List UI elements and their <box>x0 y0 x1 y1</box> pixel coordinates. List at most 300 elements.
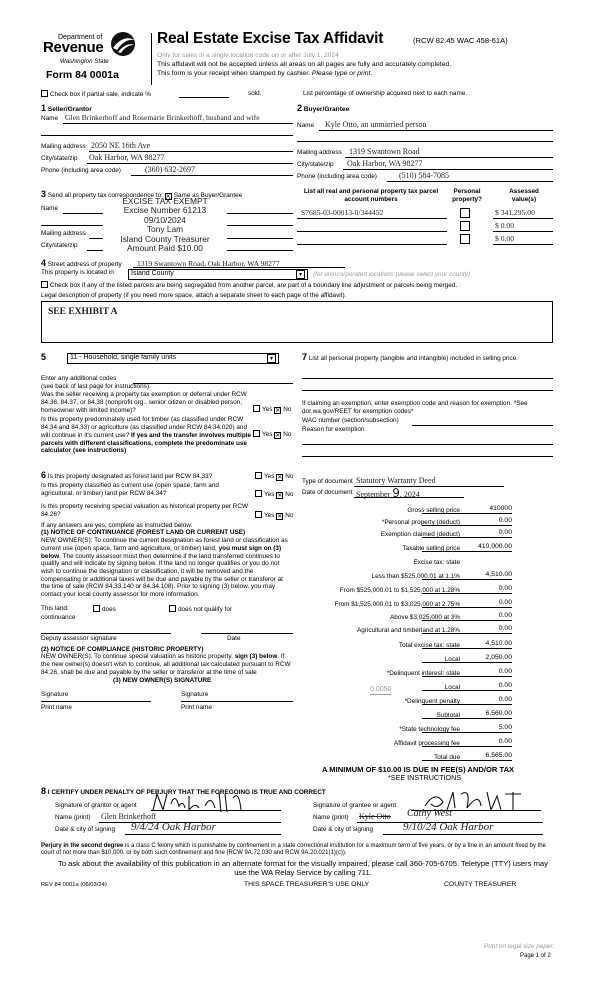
forest-q3-yes: Yes <box>264 512 275 520</box>
chevron-down-icon[interactable]: ▼ <box>296 270 305 279</box>
calc-label: *Delinquent interest: state <box>386 670 460 677</box>
grantor-date-row <box>55 821 281 834</box>
buyer-phone-label: Phone (including area code) <box>297 173 377 180</box>
exempt-stamp <box>103 197 227 253</box>
calc-value[interactable]: 0.00 <box>498 625 512 632</box>
notice2-title: (2) NOTICE OF COMPLIANCE (HISTORIC PROPERTY) <box>41 645 204 653</box>
personal-property-section <box>302 352 553 500</box>
parcel-number-line <box>297 218 447 219</box>
land-use-select[interactable] <box>67 353 279 364</box>
owner-print-label: Print name <box>41 704 72 712</box>
parcel-row <box>297 221 553 233</box>
forest-q1-no-checkbox[interactable] <box>276 474 283 481</box>
forest-q2-no: No <box>285 491 294 498</box>
parcel-number-line <box>297 244 447 245</box>
calc-row <box>302 519 552 529</box>
send-tax-text: Send all property tax correspondence to: <box>47 192 163 199</box>
seller-mailing-label: Mailing address <box>41 143 86 150</box>
legal-label: Legal description of property (if you need more space, attach a separate sheet to each page of the affidavit). <box>41 291 347 299</box>
buyer-city-label: City/state/zip <box>297 161 334 168</box>
certify-text: I CERTIFY UNDER PENALTY OF PERJURY THAT THE FOREGOING IS TRUE AND CORRECT <box>47 789 326 796</box>
legal-description-value: SEE EXHIBIT A <box>48 307 118 318</box>
buyer-phone-value[interactable]: (510) 584-7085 <box>399 171 449 180</box>
seller-name-label: Name <box>41 115 59 122</box>
send-tax-city-label: City/state/zip <box>41 242 78 249</box>
segregated-checkbox[interactable] <box>41 281 48 288</box>
calc-row <box>302 670 552 680</box>
personal-property-checkbox[interactable] <box>460 208 470 218</box>
calc-label: Exemption claimed (deduct) <box>380 531 460 538</box>
grantee-name-value[interactable]: Kyle Otto <box>359 812 391 821</box>
forest-q3: Is this property receiving special valuation as historical property per RCW 84.26? <box>41 503 249 519</box>
this-land-row <box>41 605 293 623</box>
send-tax-name-label: Name <box>41 205 59 212</box>
addl-codes-label: Enter any additional codes <box>41 375 117 382</box>
wac-label: WAC number (section/subsection) <box>302 417 399 424</box>
dor-logo <box>40 30 148 86</box>
seller-section <box>41 103 293 174</box>
forest-q3-yn <box>255 511 293 520</box>
addl-codes-line <box>133 383 293 384</box>
send-tax-line2-r <box>227 225 293 226</box>
calc-label: Total due <box>434 754 460 761</box>
timber-yn <box>253 430 291 439</box>
land-use-select-value: 11 - Household, single family units <box>70 354 177 362</box>
calc-label: Above $3,025,000 at 3% <box>390 614 460 621</box>
partial-sale-text: Check box if partial sale, indicate % <box>50 91 151 98</box>
county-select[interactable] <box>128 269 308 280</box>
deputy-date-label: Date <box>227 634 241 642</box>
parcel-number[interactable]: S7685-03-00013-0/344452 <box>301 208 384 217</box>
forest-q1-yes-checkbox[interactable] <box>255 472 262 479</box>
doc-type-row <box>302 478 553 486</box>
grantor-date-value[interactable]: 9/4/24 Oak Harbor <box>131 821 216 833</box>
calc-value[interactable]: 6,560.00 <box>485 710 512 717</box>
assessed-value-line <box>493 231 553 232</box>
buyer-phone-line <box>387 181 553 182</box>
does-checkbox[interactable] <box>93 605 100 612</box>
grantor-name-value[interactable]: Glen Brinkerhoff <box>101 812 157 821</box>
forest-q2: Is this property classified as current use (open space, farm and agricultural, or timber) land per RCW 84.34? <box>41 482 219 497</box>
calc-label: Affidavit processing fee <box>394 740 460 747</box>
buyer-heading-text: Buyer/Grantee <box>303 106 350 113</box>
forest-q1-yes: Yes <box>264 473 275 480</box>
assessed-value[interactable]: $ 341,295.00 <box>495 208 535 217</box>
send-tax-mailing-label: Mailing address <box>41 230 86 237</box>
addl-codes-row <box>41 375 293 383</box>
segregated-row <box>41 281 553 290</box>
buyer-city-row <box>297 161 553 169</box>
assessed-value-line <box>493 218 553 219</box>
stamp-line-5: Island County Treasurer <box>120 233 210 244</box>
calc-value[interactable]: 0.00 <box>498 612 512 619</box>
grantee-name-label: Name (print) <box>313 814 349 821</box>
send-tax-line2 <box>41 225 103 226</box>
addl-codes-note: (see back of last page for instructions) <box>41 382 149 390</box>
seller-extra-line <box>41 135 293 136</box>
forest-q3-row <box>41 503 293 518</box>
send-tax-mailing-line <box>89 238 103 239</box>
send-tax-city-line <box>87 250 103 251</box>
assessed-value-line <box>493 244 553 245</box>
dept-line2: Revenue <box>43 39 104 56</box>
street-section <box>41 258 553 343</box>
does-not-checkbox[interactable] <box>169 605 176 612</box>
sec7-line-2 <box>302 390 553 391</box>
notice1-text <box>41 537 291 599</box>
send-tax-name-line <box>63 213 103 214</box>
dept-line1: Department of <box>58 34 103 41</box>
calc-value[interactable]: 0.00 <box>498 682 512 689</box>
buyer-mailing-row <box>297 149 553 157</box>
street-num: 4 <box>41 258 47 268</box>
calc-label: Subtotal <box>436 712 460 719</box>
buyer-heading <box>297 103 553 114</box>
forest-q1: Is this property designated as forest land per RCW 84.33? <box>47 473 213 480</box>
owner-sig-line <box>41 701 151 702</box>
doc-date-year: , 2024 <box>399 490 420 499</box>
calc-value[interactable]: 5.00 <box>498 724 512 731</box>
notice-2: This affidavit will not be accepted unless all areas on all pages are fully and accurately completed. <box>157 61 452 68</box>
seller-city-label: City/state/zip <box>41 155 78 162</box>
stamp-line-2: Excise Number 61213 <box>123 205 207 216</box>
assessed-value[interactable]: $ 0.00 <box>495 234 514 243</box>
calc-row <box>302 507 552 517</box>
street-value[interactable]: 1319 Swantown Road, Oak Harbor, WA 98277 <box>137 259 280 268</box>
seller-name-row <box>41 115 293 123</box>
stamp-line-1: EXCISE TAX EXEMPT <box>122 196 208 206</box>
notice2-text <box>41 653 291 676</box>
seller-phone-row <box>41 167 293 175</box>
calc-value[interactable]: 0.00 <box>498 585 512 592</box>
calc-row <box>302 642 552 652</box>
reason-label: Reason for exemption <box>302 426 365 433</box>
grantee-date-row <box>313 821 543 834</box>
seller-city-line <box>87 163 293 164</box>
buyer-mailing-label: Mailing address <box>297 149 342 156</box>
street-row <box>41 258 553 268</box>
header-divider <box>151 33 152 85</box>
legal-description-box[interactable] <box>41 301 553 343</box>
notice2-text-a: NEW OWNER(S): To continue special valuation as historic property, <box>41 653 235 661</box>
seller-name-line <box>63 123 293 124</box>
calc-label: From $1,525,000.01 to $3,025,000 at 2.75% <box>334 601 460 608</box>
buyer-city-line <box>343 169 553 170</box>
calc-label: *Delinquent penalty <box>404 698 460 705</box>
located-row <box>41 269 553 280</box>
grantee-sig-label: Signature of grantee or agent <box>313 802 397 809</box>
seller-phone-line <box>131 175 293 176</box>
calc-value[interactable]: 6,565.00 <box>485 752 512 759</box>
minimum-due: A MINIMUM OF $10.00 IS DUE IN FEE(S) AND/OR TAX <box>322 765 515 774</box>
owner-sig-label-2: Signature <box>181 691 209 699</box>
timber-q-row <box>41 416 293 454</box>
owner-sig-line-2 <box>181 701 293 702</box>
perjury-notice <box>41 843 555 857</box>
wac-line <box>412 425 553 426</box>
exemption-q-row <box>41 391 293 414</box>
seller-mailing-line <box>89 151 293 152</box>
calc-value[interactable]: 2,050.00 <box>485 654 512 661</box>
timber-question <box>41 416 253 454</box>
calc-value[interactable]: 0.00 <box>498 696 512 703</box>
calc-value[interactable]: 410,000.00 <box>477 543 512 550</box>
calc-label: Less than $525,000.01 at 1.1% <box>371 573 460 580</box>
calc-label: Local <box>444 656 460 663</box>
reason-line-1 <box>302 444 553 445</box>
sec7-text: List all personal property (tangible and intangible) included in selling price. <box>308 355 519 362</box>
this-land-label: This land: <box>41 604 69 612</box>
calc-row <box>302 559 552 569</box>
doc-type-value[interactable]: Statutory Warranty Deed <box>356 476 436 485</box>
does-label: does <box>102 605 116 613</box>
stamp-line-3: 09/10/2024 <box>144 214 186 225</box>
calc-value[interactable]: 4,510.00 <box>485 571 512 578</box>
personal-property-checkbox[interactable] <box>460 234 470 244</box>
personal-property-checkbox[interactable] <box>460 221 470 231</box>
calc-value[interactable]: 410000 <box>489 505 512 512</box>
timber-yes-label: Yes <box>262 431 273 439</box>
forest-q2-no-checkbox[interactable] <box>276 492 283 499</box>
sec7-num: 7 <box>302 352 308 362</box>
stamp-line-4: Tony Lam <box>146 224 184 235</box>
doc-date-day: 9 <box>392 486 400 500</box>
forest-q2-yes: Yes <box>264 491 275 498</box>
partial-pct-line <box>179 97 229 98</box>
notice-1: Only for sales in a single location code on or after July 1, 2024 <box>157 52 339 59</box>
segregated-text: Check box if any of the listed parcels are being segregated from another parcel, are part of a boundary line adjustment or parcels being merged. <box>50 282 458 289</box>
notice-3a: This form is your receipt when stamped by cashier. <box>157 70 312 77</box>
reason-line-2 <box>302 456 553 457</box>
seller-phone-value[interactable]: (360) 632-2697 <box>145 165 195 174</box>
partial-sale-row <box>41 90 301 99</box>
buyer-city-value[interactable]: Oak Harbor, WA 98277 <box>347 159 423 168</box>
grantor-signature-icon <box>149 788 269 814</box>
buyer-extra-line <box>297 141 553 142</box>
calc-row <box>302 684 552 694</box>
calc-value[interactable]: 0.00 <box>498 668 512 675</box>
dor-swoosh-icon <box>108 30 138 58</box>
calc-value[interactable]: 0.00 <box>498 599 512 606</box>
calc-label: From $525,000.01 to $1,525,000 at 1.28% <box>339 587 460 594</box>
calc-row <box>302 754 552 764</box>
page-number: Page 1 of 2 <box>520 953 551 959</box>
county-hint: (for unincorporated locations please select your county) <box>313 271 471 278</box>
calc-label: *State technology fee <box>399 726 460 733</box>
timber-question-a: Is this property predominately used for timber (as classified under RCW 84.34 and 84.33) or agriculture (as classified under RCW 84.34.020) and will continue in it's current use? <box>41 416 248 439</box>
exemption-yes-checkbox[interactable] <box>253 405 260 412</box>
parcels-header-assessed: Assessed value(s) <box>509 188 539 203</box>
sec7-line-1 <box>302 378 553 379</box>
forest-q3-yes-checkbox[interactable] <box>255 511 262 518</box>
form-number: Form 84 0001a <box>46 69 119 81</box>
forest-q1-yn <box>255 472 293 481</box>
calc-value[interactable]: 0.00 <box>498 517 512 524</box>
buyer-num: 2 <box>297 103 303 113</box>
seller-city-row <box>41 155 293 163</box>
calc-row <box>302 726 552 736</box>
county-select-value: Island County <box>131 270 174 278</box>
grantor-name-label: Name (print) <box>55 814 91 821</box>
revision: REV 84 0001a (06/03/24) <box>41 882 107 888</box>
calc-label: Excise tax: state <box>413 559 460 566</box>
seller-phone-label: Phone (including area code) <box>41 167 121 174</box>
calc-label: Total excise tax: state <box>398 642 460 649</box>
calc-label: Gross selling price <box>407 507 460 514</box>
notice-3b: Please type or print. <box>311 70 373 77</box>
timber-no-checkbox[interactable] <box>274 432 281 439</box>
seller-heading-text: Seller/Grantor <box>47 106 92 113</box>
exemption-no-checkbox[interactable] <box>274 407 281 414</box>
calc-label: *Personal property (deduct) <box>381 519 460 526</box>
owner-sig-row <box>41 691 293 713</box>
calc-row <box>302 712 552 722</box>
forest-q2-yes-checkbox[interactable] <box>255 490 262 497</box>
chevron-down-icon[interactable]: ▼ <box>267 354 276 363</box>
buyer-mailing-value[interactable]: 1319 Swantown Road <box>349 147 420 156</box>
calc-value[interactable]: 4,510.00 <box>485 640 512 647</box>
doc-date-month: September <box>356 490 391 499</box>
availability-notice: To ask about the availability of this publication in an alternate format for the visually impaired, please call 360-705-6705. Teletype (TTY) users may use the WA Relay Service by calling 711. <box>58 859 548 877</box>
located-label: This property is located in <box>41 269 114 276</box>
buyer-name-row <box>297 122 553 130</box>
notice1-title: (1) NOTICE OF CONTINUANCE (FOREST LAND OR CURRENT USE) <box>41 529 246 537</box>
certify-section <box>41 786 553 841</box>
timber-yes-checkbox[interactable] <box>253 430 260 437</box>
notice1-text-c: . The county assessor must then determine if the land transferred continues to qualify and will indicate by signing below. If the land no longer qualifies or you do not wish to continue the designation or classification, it will be removed and the compensating or additional taxes will be due and payable by the seller or transferor at the time of sale (RCW 84.33.140 or 84.34.108). Prior to signing (3) below, you may contact your local county assessor for more information. <box>41 552 283 598</box>
treasurer-space: THIS SPACE TREASURER'S USE ONLY <box>244 881 370 888</box>
notice1-text-a: NEW OWNER(S): To continue the current designation as forest land or classification as current use (open space, farm and agriculture, or timber) land, <box>41 537 288 552</box>
grantor-sig-label: Signature of grantor or agent <box>55 802 137 809</box>
grantee-date-label: Date & city of signing <box>313 826 374 833</box>
calc-row <box>302 656 552 666</box>
doc-date-row <box>302 486 553 500</box>
land-use-num: 5 <box>41 352 47 362</box>
seller-name-value[interactable]: Glen Brinkerhoff and Rosemarie Brinkerhoff, husband and wife <box>65 113 260 122</box>
partial-sale-sold: sold. <box>248 90 262 97</box>
seller-mailing-row <box>41 143 293 151</box>
deputy-row <box>41 633 293 643</box>
exemption-question: Was the seller receiving a property tax exemption or deferral under RCW 84.36, 84.37, or 84.38 (nonprofit org., senior citizen or disabled person, homeowner with limited income)? <box>41 391 247 414</box>
exemption-yn <box>253 405 291 414</box>
buyer-name-line <box>319 130 553 131</box>
notice2-text-c: . If the new owner(s) doesn't wish to continue, all additional tax calculated pursuant to RCW 84.26, shall be due and payable by the seller or transferor at the time of sale <box>41 653 291 676</box>
forest-q1-row <box>41 470 293 481</box>
certify-num: 8 <box>41 786 47 796</box>
calc-row <box>302 627 552 637</box>
buyer-section <box>297 103 553 180</box>
calc-row <box>302 531 552 541</box>
see-instructions: *SEE INSTRUCTIONS <box>388 773 462 782</box>
parcels-header-list: List all real and personal property tax parcel account numbers <box>303 188 439 203</box>
calc-value[interactable]: 0.00 <box>498 738 512 745</box>
owner-sig-label: Signature <box>41 691 69 699</box>
calc-row <box>302 587 552 597</box>
calc-row <box>302 740 552 750</box>
forest-section <box>41 470 293 713</box>
forest-q3-no-checkbox[interactable] <box>276 513 283 520</box>
notice3-title: (3) NEW OWNER(S) SIGNATURE <box>113 677 212 685</box>
forest-q2-yn <box>255 490 293 499</box>
does-option <box>93 605 116 614</box>
grantee-name-over: Cathy West <box>407 808 452 819</box>
forest-q1-no: No <box>285 473 294 480</box>
forest-q3-no: No <box>285 512 294 520</box>
buyer-mailing-line <box>345 157 553 158</box>
exempt-text: If claiming an exemption, enter exemption code and reason for exemption. *See dor.wa.gov/REET for exemption codes* <box>302 400 528 415</box>
exemption-yes-label: Yes <box>262 406 273 414</box>
perjury-text: is a class C felony which is punishable by confinement in a state correctional institution for a maximum term of five years, or by a fine in an amount fixed by the court of not more than $10,000, or by both such confinement and fine (RCW 9A.72.030 and RCW 9A.20.021(1)(c)). <box>41 843 546 856</box>
does-not-option <box>169 605 232 614</box>
calc-row <box>302 601 552 611</box>
doc-date-label: Date of document <box>302 489 353 496</box>
parcels-header-personal: Personal property? <box>452 188 482 203</box>
county-treasurer: COUNTY TREASURER <box>444 881 517 888</box>
local-rate: 0.0050 <box>370 686 391 695</box>
land-use-row <box>41 352 293 364</box>
calc-row <box>302 614 552 624</box>
deputy-date-line <box>201 633 293 634</box>
forest-if-any: If any answers are yes, complete as instructed below. <box>41 521 193 529</box>
parcel-row <box>297 234 553 246</box>
sec7-heading <box>302 352 553 363</box>
seller-city-value[interactable]: Oak Harbor, WA 98277 <box>89 153 165 162</box>
parcels-section <box>297 188 553 254</box>
forest-num: 6 <box>41 470 47 480</box>
perjury-title: Perjury in the second degree <box>41 843 124 849</box>
assessed-value[interactable]: $ 0.00 <box>495 221 514 230</box>
dept-line3: Washington State <box>60 58 109 65</box>
notice2-text-b: sign (3) below <box>234 653 278 661</box>
calc-value[interactable]: 0.00 <box>498 529 512 536</box>
form-title-ref: (RCW 82.45 WAC 458-61A) <box>413 36 508 45</box>
doc-date-value[interactable] <box>356 486 420 500</box>
deputy-label: Deputy assessor signature <box>41 634 117 642</box>
form-title: Real Estate Excise Tax Affidavit <box>157 30 384 47</box>
timber-no-label: No <box>283 431 292 439</box>
calc-label: Taxable selling price <box>402 545 460 552</box>
send-tax-num: 3 <box>41 189 47 199</box>
notice-3 <box>157 70 372 78</box>
send-tax-mailing-line-r <box>227 238 293 239</box>
grantee-date-value[interactable]: 9/10/24 Oak Harbor <box>403 821 494 833</box>
seller-num: 1 <box>41 103 47 113</box>
calc-label: Local <box>444 684 460 691</box>
exemption-no-label: No <box>283 406 292 414</box>
parcel-number-line <box>297 231 447 232</box>
does-not-label: does not qualify for <box>178 605 232 613</box>
land-use-section <box>41 352 293 455</box>
partial-sale-checkbox[interactable] <box>41 90 48 97</box>
buyer-name-value[interactable]: Kyle Otto, an unmarried person <box>325 120 427 129</box>
deputy-line <box>41 633 171 634</box>
continuance-label: continuance <box>41 613 76 621</box>
calc-row <box>302 545 552 555</box>
grantor-date-label: Date & city of signing <box>55 826 116 833</box>
buyer-phone-row <box>297 173 553 181</box>
timber-question-b: If yes and the transfer involves multiple parcels with different classifications, complete the predominate use calculator (see instructions) <box>41 431 252 455</box>
send-tax-city-line-r <box>227 250 293 251</box>
send-tax-name-line-r <box>227 213 293 214</box>
list-percentage-note: List percentage of ownership acquired next to each name. <box>303 90 468 97</box>
stamp-line-6: Amount Paid $10.00 <box>127 243 203 254</box>
forest-q2-row <box>41 482 293 497</box>
buyer-name-label: Name <box>297 122 315 129</box>
notice1-text-b: you must sign on (3) below <box>41 544 282 560</box>
street-label: Street address of property <box>47 261 122 268</box>
seller-mailing-value[interactable]: 2050 NE 16th Ave <box>91 141 151 150</box>
calc-row <box>302 573 552 583</box>
